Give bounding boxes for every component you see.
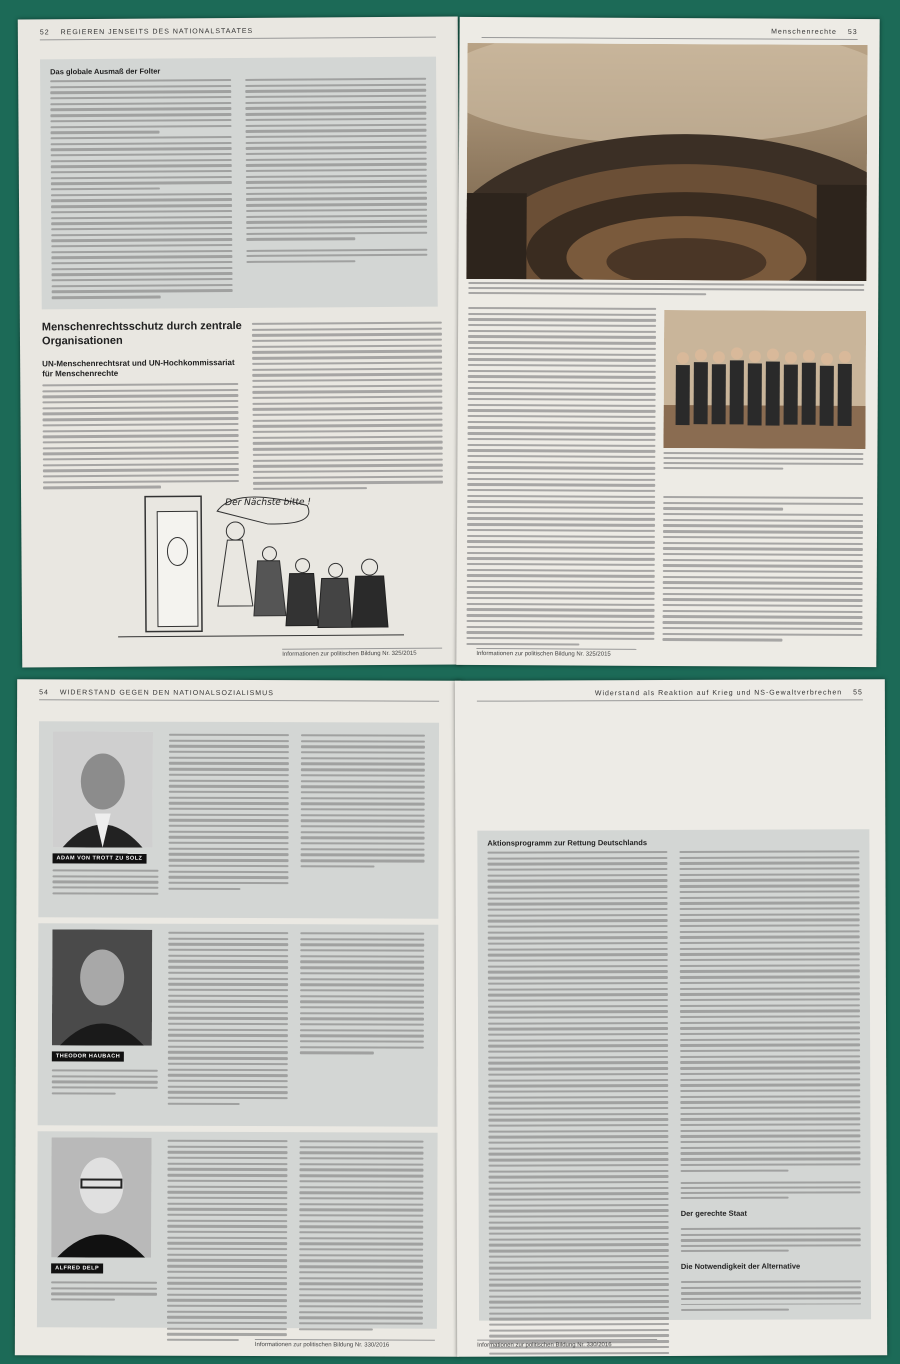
box-column-left (487, 851, 669, 1357)
page-footer: Informationen zur politischen Bildung Nr. 325/2015 (476, 648, 636, 658)
running-head (39, 689, 439, 701)
body-column-2 (662, 496, 863, 642)
box-title: Aktionsprogramm zur Rettung Deutschlands (487, 838, 648, 848)
running-head-title: Widerstand als Reaktion auf Krieg und NS-Gewaltverbrechen (594, 689, 843, 698)
running-head-title: Menschenrechte (771, 28, 837, 36)
portrait-haubach (52, 929, 152, 1045)
subheading-alternative: Die Notwendigkeit der Alternative (680, 1261, 801, 1271)
info-box-action-program (477, 829, 871, 1320)
page-53 (456, 17, 879, 667)
running-head (482, 27, 858, 40)
cartoon-speech: Der Nächste bitte ! (225, 497, 311, 509)
profile-haubach (38, 923, 439, 1126)
box-column-right (245, 78, 428, 298)
page-number: 52 (39, 29, 50, 37)
hall-photo-graphic (466, 43, 867, 281)
info-box-torture (40, 57, 438, 310)
box-column-left (50, 79, 233, 299)
page-footer: Informationen zur politischen Bildung Nr. 330/2016 (255, 1339, 435, 1349)
section-title: UN-Menschenrechtsrat und UN-Hochkommissariat für Menschenrechte (42, 358, 235, 379)
group-photo-graphic (663, 310, 866, 449)
portrait-delp (51, 1137, 151, 1257)
running-head-title: REGIEREN JENSEITS DES NATIONALSTAATES (60, 27, 254, 37)
body-column-2 (252, 322, 443, 491)
cartoon-illustration (117, 475, 404, 647)
box-title: Das globale Ausmaß der Folter (50, 66, 161, 77)
running-head (477, 689, 863, 701)
group-photo-caption (663, 452, 863, 470)
article-title: Menschenrechtsschutz durch zentrale Organisationen (41, 319, 242, 348)
page-footer: Informationen zur politischen Bildung Nr. 325/2015 (282, 648, 442, 658)
profile-trott (38, 721, 439, 918)
body-column-1 (466, 307, 656, 646)
body-column-1 (42, 383, 239, 489)
running-head-title: WIDERSTAND GEGEN DEN NATIONALSOZIALISMUS (59, 689, 274, 698)
running-head (40, 27, 436, 41)
page-52 (18, 16, 463, 667)
page-55 (455, 679, 887, 1356)
portrait-graphic (52, 929, 152, 1045)
subheading-just-state: Der gerechte Staat (680, 1208, 747, 1218)
portrait-graphic (51, 1137, 151, 1257)
name-badge-haubach: THEODOR HAUBACH (52, 1051, 124, 1061)
page-number: 53 (847, 28, 858, 36)
portrait-graphic (53, 731, 153, 847)
page-number: 54 (39, 689, 49, 697)
portrait-trott (53, 731, 153, 847)
group-photo (663, 310, 866, 449)
box-column-right (679, 850, 861, 1356)
assembly-hall-photo (466, 43, 867, 281)
photo-caption (468, 282, 864, 296)
profile-delp (37, 1131, 438, 1328)
name-badge-delp: ALFRED DELP (51, 1263, 103, 1273)
page-number: 55 (853, 689, 863, 697)
page-footer: Informationen zur politischen Bildung Nr. 330/2016 (477, 1339, 657, 1349)
page-54 (15, 679, 461, 1357)
name-badge-trott: ADAM VON TROTT ZU SOLZ (53, 853, 147, 863)
